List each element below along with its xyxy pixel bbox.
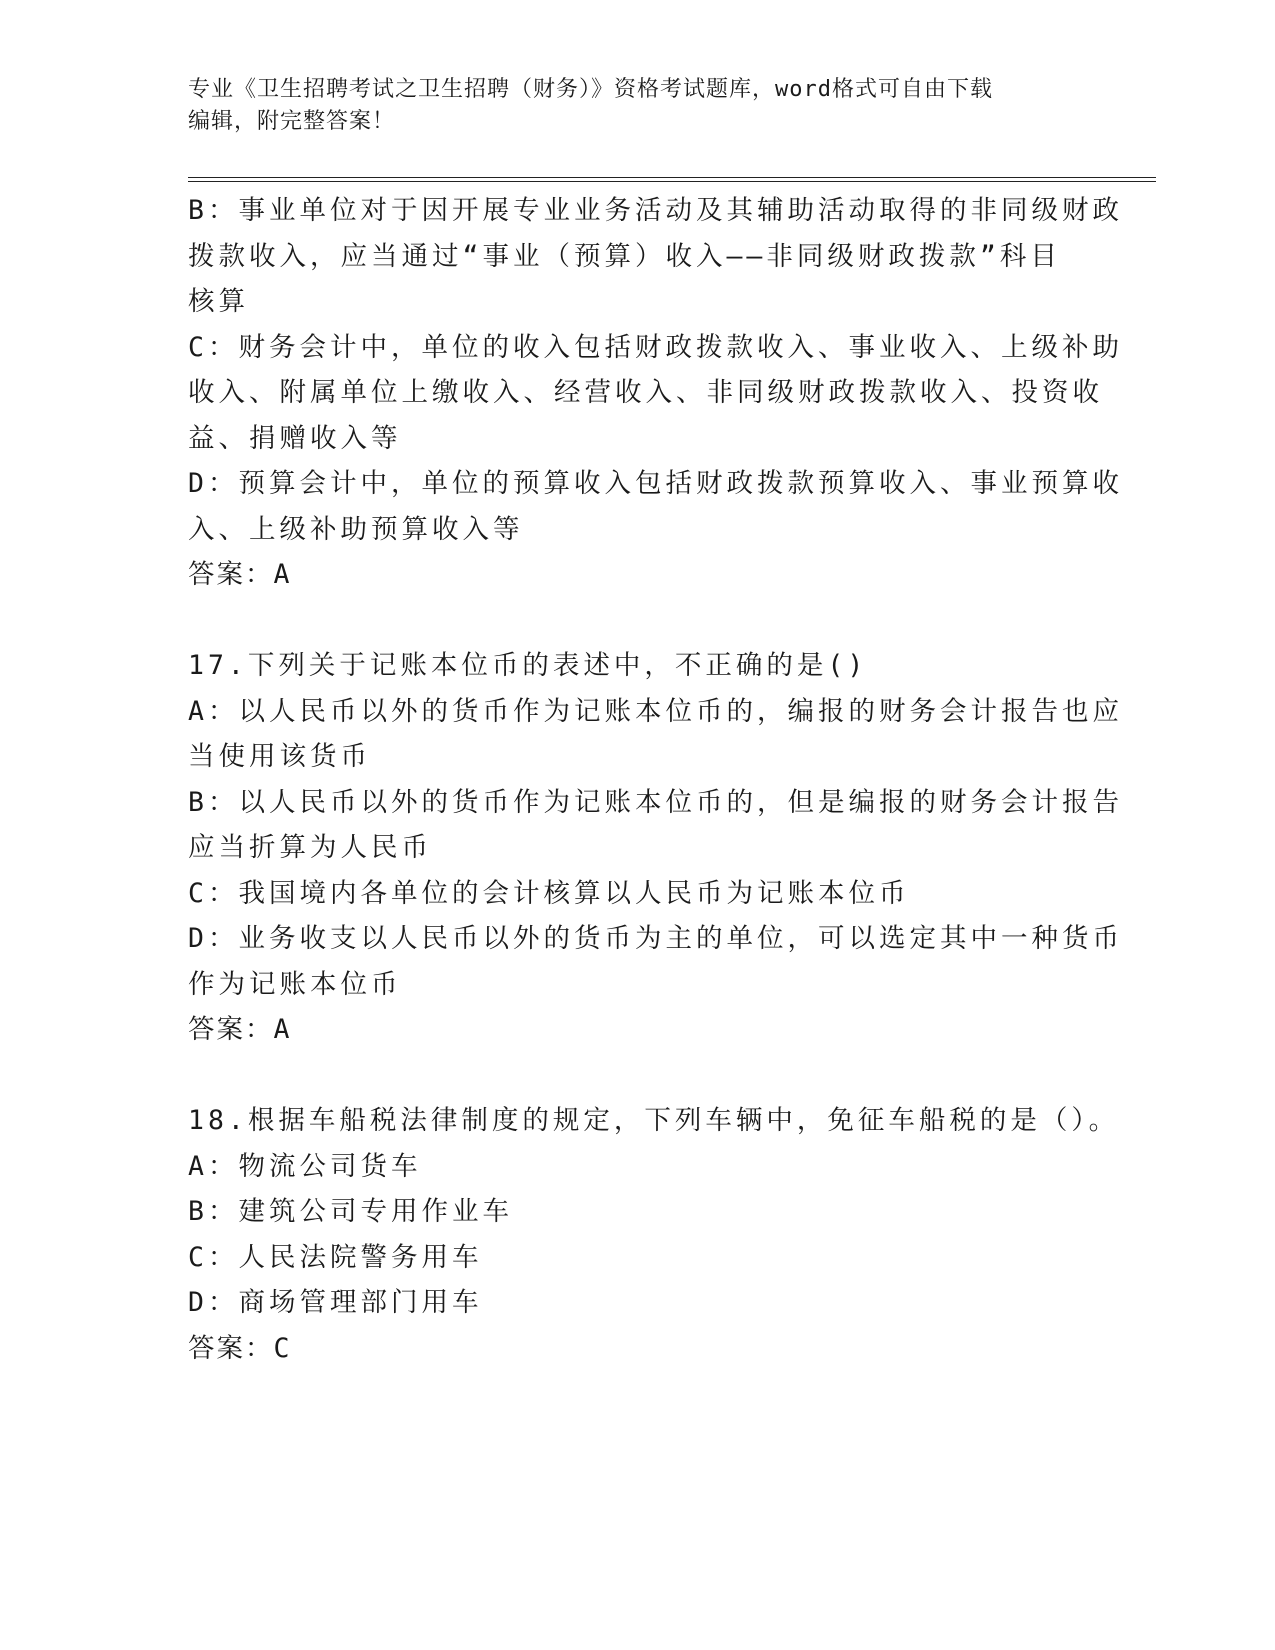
option-block <box>188 461 1123 552</box>
spacer <box>188 1053 1088 1099</box>
question-17 <box>188 643 1123 1053</box>
header-line: 编辑，附完整答案！ <box>188 109 396 134</box>
header-divider <box>188 177 1156 182</box>
option-line: B：事业单位对于因开展专业业务活动及其辅助活动取得的非同级财政 <box>188 195 1123 226</box>
page-header <box>188 74 1088 138</box>
option-block <box>188 188 1123 325</box>
option-line: 入、上级补助预算收入等 <box>188 513 524 545</box>
option-block <box>188 325 1123 462</box>
option-line: D：预算会计中，单位的预算收入包括财政拨款预算收入、事业预算收 <box>188 468 1123 499</box>
question-stem: 18.根据车船税法律制度的规定，下列车辆中，免征车船税的是（）。 <box>188 1105 1120 1136</box>
answer-line: 答案：A <box>188 559 292 590</box>
option-line: C：人民法院警务用车 <box>188 1241 483 1273</box>
answer-line: 答案：A <box>188 1014 292 1045</box>
option-line: A：以人民币以外的货币作为记账本位币的，编报的财务会计报告也应 <box>188 695 1123 727</box>
option-line: 当使用该货币 <box>188 741 371 772</box>
question-18 <box>188 1098 1120 1371</box>
option-line: 作为记账本位币 <box>188 968 402 1000</box>
option-line: 应当折算为人民币 <box>188 832 432 863</box>
option-line: 收入、附属单位上缴收入、经营收入、非同级财政拨款收入、投资收 <box>188 377 1103 408</box>
option-line: A：物流公司货车 <box>188 1150 422 1182</box>
question-stem: 17.下列关于记账本位币的表述中，不正确的是() <box>188 650 868 681</box>
header-line: 专业《卫生招聘考试之卫生招聘（财务）》资格考试题库，word格式可自由下载 <box>188 77 993 102</box>
document-body <box>188 188 1123 1371</box>
option-line: 益、捐赠收入等 <box>188 422 402 454</box>
option-line: 拨款收入，应当通过“事业（预算）收入——非同级财政拨款”科目 <box>188 240 1061 272</box>
option-line: D：业务收支以人民币以外的货币为主的单位，可以选定其中一种货币 <box>188 923 1123 954</box>
option-line: B：建筑公司专用作业车 <box>188 1196 513 1227</box>
option-line: B：以人民币以外的货币作为记账本位币的，但是编报的财务会计报告 <box>188 786 1123 818</box>
answer-line: 答案：C <box>188 1332 292 1364</box>
option-line: 核算 <box>188 286 249 317</box>
option-line: D：商场管理部门用车 <box>188 1287 483 1318</box>
option-line: C：财务会计中，单位的收入包括财政拨款收入、事业收入、上级补助 <box>188 331 1123 363</box>
spacer <box>188 598 1088 644</box>
option-line: C：我国境内各单位的会计核算以人民币为记账本位币 <box>188 877 910 909</box>
